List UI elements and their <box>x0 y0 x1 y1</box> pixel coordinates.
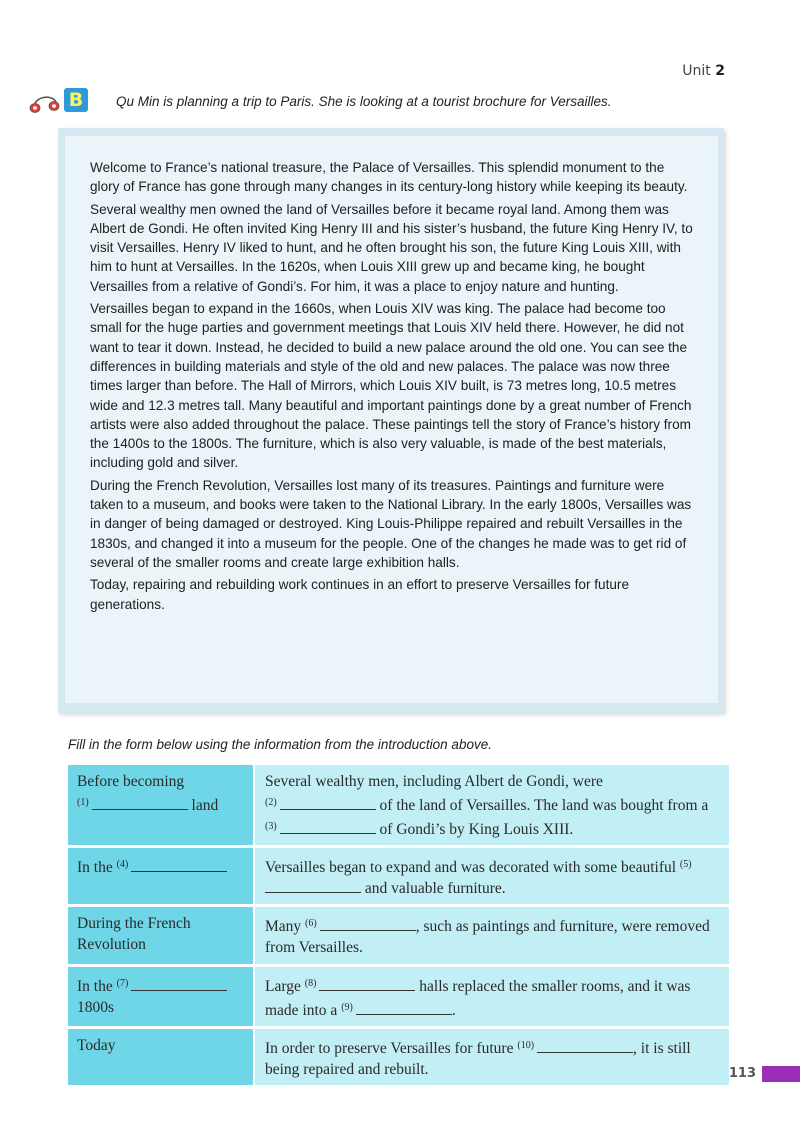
form-row-label: Today <box>68 1028 254 1087</box>
section-badge: B <box>64 88 88 112</box>
form-instruction: Fill in the form below using the information from the introduction above. <box>68 737 492 752</box>
section-instruction: Qu Min is planning a trip to Paris. She is looking at a tourist brochure for Versailles. <box>116 94 612 109</box>
unit-prefix: Unit <box>682 63 711 79</box>
brochure-paragraph: Versailles began to expand in the 1660s, when Louis XIV was king. The palace had become too small for the huge parties and government meetings that Louis XIV held there. However, he did not want to tear it down. Instead, he decided to build a new palace around the old one. You can see the differences in building materials and style of the old and new palaces. The palace was now three times larger than before. The Hall of Mirrors, which Louis XIV built, is 73 metres long, 10.5 metres wide and 12.3 metres tall. Many beautiful and important paintings done by a great number of French artists were also added throughout the palace. These paintings tell the story of France’s history from the 1400s to the 1800s. The furniture, which is also very valuable, is made of the best materials, including gold and silver. <box>90 301 692 471</box>
form-row-label: In the $^{(4)}$ <box>68 847 254 906</box>
unit-label <box>682 63 725 79</box>
blank-8[interactable] <box>319 977 415 991</box>
table-row <box>68 765 729 847</box>
blank-10[interactable] <box>537 1039 633 1053</box>
table-row <box>68 847 729 906</box>
blank-1[interactable] <box>92 796 188 810</box>
brochure-paragraph: Today, repairing and rebuilding work continues in an effort to preserve Versailles for future generations. <box>90 577 630 612</box>
unit-number: 2 <box>715 63 725 79</box>
brochure-content <box>65 136 718 703</box>
form-row-label: During the French Revolution <box>68 906 254 966</box>
form-row-content: Many $^{(6)}$ , such as paintings and furniture, were removed from Versailles. <box>254 906 729 966</box>
fill-in-form <box>68 765 729 1088</box>
brochure-paragraph: Welcome to France’s national treasure, the Palace of Versailles. This splendid monument to the glory of France has gone through many changes in its century-long history while keeping its beauty. <box>90 160 688 195</box>
table-row <box>68 906 729 966</box>
brochure-box <box>58 128 724 713</box>
table-row <box>68 1028 729 1087</box>
headphones-icon <box>28 90 62 114</box>
form-row-content: Several wealthy men, including Albert de Gondi, were $^{(2)}$ of the land of Versailles. The land was bought from a $^{(3)}$ of Gondi’s by King Louis XIII. <box>254 765 729 847</box>
blank-7[interactable] <box>131 977 227 991</box>
table-row <box>68 966 729 1028</box>
form-row-label: In the $^{(7)}$ 1800s <box>68 966 254 1028</box>
blank-3[interactable] <box>280 820 376 834</box>
section-header <box>28 88 780 118</box>
page-number: 113 <box>728 1066 756 1081</box>
page-accent-bar <box>762 1066 800 1082</box>
form-row-content: In order to preserve Versailles for future $^{(10)}$ , it is still being repaired and rebuilt. <box>254 1028 729 1087</box>
blank-5[interactable] <box>265 879 361 893</box>
blank-4[interactable] <box>131 858 227 872</box>
blank-9[interactable] <box>356 1001 452 1015</box>
form-row-content: Versailles began to expand and was decorated with some beautiful $^{(5)}$ and valuable furniture. <box>254 847 729 906</box>
brochure-paragraph: During the French Revolution, Versailles lost many of its treasures. Paintings and furniture were taken to a museum, and books were taken to the National Library. In the early 1800s, Versailles was in danger of being damaged or destroyed. King Louis-Philippe repaired and rebuilt Versailles in the 1830s, and changed it into a museum for the people. One of the changes he made was to get rid of several of the smaller rooms and create large exhibition halls. <box>90 477 692 570</box>
brochure-paragraph: Several wealthy men owned the land of Versailles before it became royal land. Among them was Albert de Gondi. He often invited King Henry III and his sister’s husband, the future King Henry IV, to visit Versailles. Henry IV liked to hunt, and he often brought his son, the future King Louis XIII, with him to hunt at Versailles. In the 1620s, when Louis XIII grew up and became king, he bought Versailles from a relative of Gondi’s. For him, it was a place to enjoy nature and hunting. <box>90 201 693 294</box>
form-row-label: Before becoming $^{(1)}$ land <box>68 765 254 847</box>
form-row-content: Large $^{(8)}$ halls replaced the smaller rooms, and it was made into a $^{(9)}$ . <box>254 966 729 1028</box>
blank-6[interactable] <box>320 917 416 931</box>
blank-2[interactable] <box>280 796 376 810</box>
